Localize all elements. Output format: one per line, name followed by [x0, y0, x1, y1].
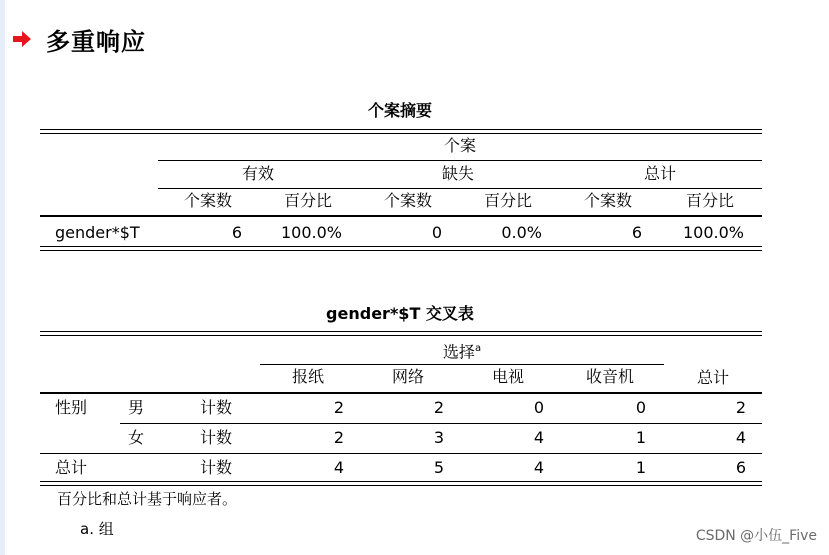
summary-subheader-total: 总计	[643, 164, 676, 183]
crosstab-cell: 2	[333, 428, 344, 447]
row-stat-label: 计数	[200, 398, 233, 417]
watermark: CSDN @小伍_Five	[695, 528, 817, 544]
crosstab-cell: 4	[533, 458, 544, 477]
crosstab-rule-1	[260, 364, 664, 365]
summary-table-caption: 个案摘要	[367, 101, 432, 120]
crosstab-total-cell: 2	[735, 398, 746, 417]
page-title: 多重响应	[46, 27, 146, 56]
crosstab-row-rule	[40, 453, 762, 454]
crosstab-footnote: 百分比和总计基于响应者。	[57, 490, 238, 508]
left-margin-strip	[0, 0, 5, 555]
crosstab-total-header: 总计	[696, 368, 729, 387]
summary-subheader-missing: 缺失	[441, 164, 474, 183]
crosstab-total-cell: 6	[735, 458, 746, 477]
crosstab-cell: 1	[635, 458, 646, 477]
footnote-marker: a	[474, 343, 482, 354]
crosstab-note-a: a. 组	[80, 520, 114, 538]
summary-col-header: 百分比	[483, 191, 532, 210]
summary-bottom-rule	[40, 246, 762, 251]
crosstab-group-header: 选择$^a$	[442, 342, 482, 362]
summary-subheader-valid: 有效	[241, 164, 274, 183]
crosstab-cell: 5	[433, 458, 444, 477]
summary-cell: 100.0%	[280, 223, 342, 242]
crosstab-row-rule	[120, 423, 762, 424]
row-group-label: 总计	[55, 458, 88, 477]
row-stat-label: 计数	[200, 458, 233, 477]
row-sublabel: 男	[128, 398, 145, 417]
summary-rule-2	[158, 188, 762, 189]
crosstab-cell: 1	[635, 428, 646, 447]
crosstab-cell: 4	[333, 458, 344, 477]
summary-col-header: 百分比	[283, 191, 332, 210]
summary-cell: 100.0%	[682, 223, 744, 242]
crosstab-caption: gender*$T 交叉表	[326, 304, 474, 323]
crosstab-cell: 3	[433, 428, 444, 447]
crosstab-col-header: 报纸	[291, 367, 324, 386]
crosstab-col-header: 网络	[391, 367, 424, 386]
row-group-label: 性别	[55, 398, 88, 417]
row-sublabel: 女	[128, 428, 145, 447]
crosstab-total-cell: 4	[735, 428, 746, 447]
crosstab-cell: 2	[333, 398, 344, 417]
summary-col-header: 个案数	[383, 191, 432, 210]
summary-top-rule	[40, 129, 762, 134]
summary-cell: 6	[231, 223, 242, 242]
summary-col-header: 个案数	[183, 191, 232, 210]
summary-cell: 0	[431, 223, 442, 242]
section-heading	[12, 23, 146, 55]
summary-group-header: 个案	[443, 136, 476, 155]
summary-cell: 6	[631, 223, 642, 242]
summary-col-header: 百分比	[685, 191, 734, 210]
summary-cell: 0.0%	[501, 223, 542, 242]
arrow-right-icon	[12, 28, 34, 50]
crosstab-top-rule	[40, 331, 762, 336]
summary-header-rule	[40, 215, 762, 217]
crosstab-cell: 0	[635, 398, 646, 417]
summary-rule-1	[158, 160, 762, 161]
row-stat-label: 计数	[200, 428, 233, 447]
summary-col-header: 个案数	[583, 191, 632, 210]
crosstab-col-header: 收音机	[585, 367, 634, 386]
crosstab-header-rule	[40, 392, 762, 394]
crosstab-cell: 4	[533, 428, 544, 447]
crosstab-cell: 2	[433, 398, 444, 417]
crosstab-cell: 0	[533, 398, 544, 417]
crosstab-bottom-rule	[40, 481, 762, 486]
crosstab-col-header: 电视	[491, 367, 524, 386]
summary-row-label: gender*$T	[55, 223, 140, 242]
